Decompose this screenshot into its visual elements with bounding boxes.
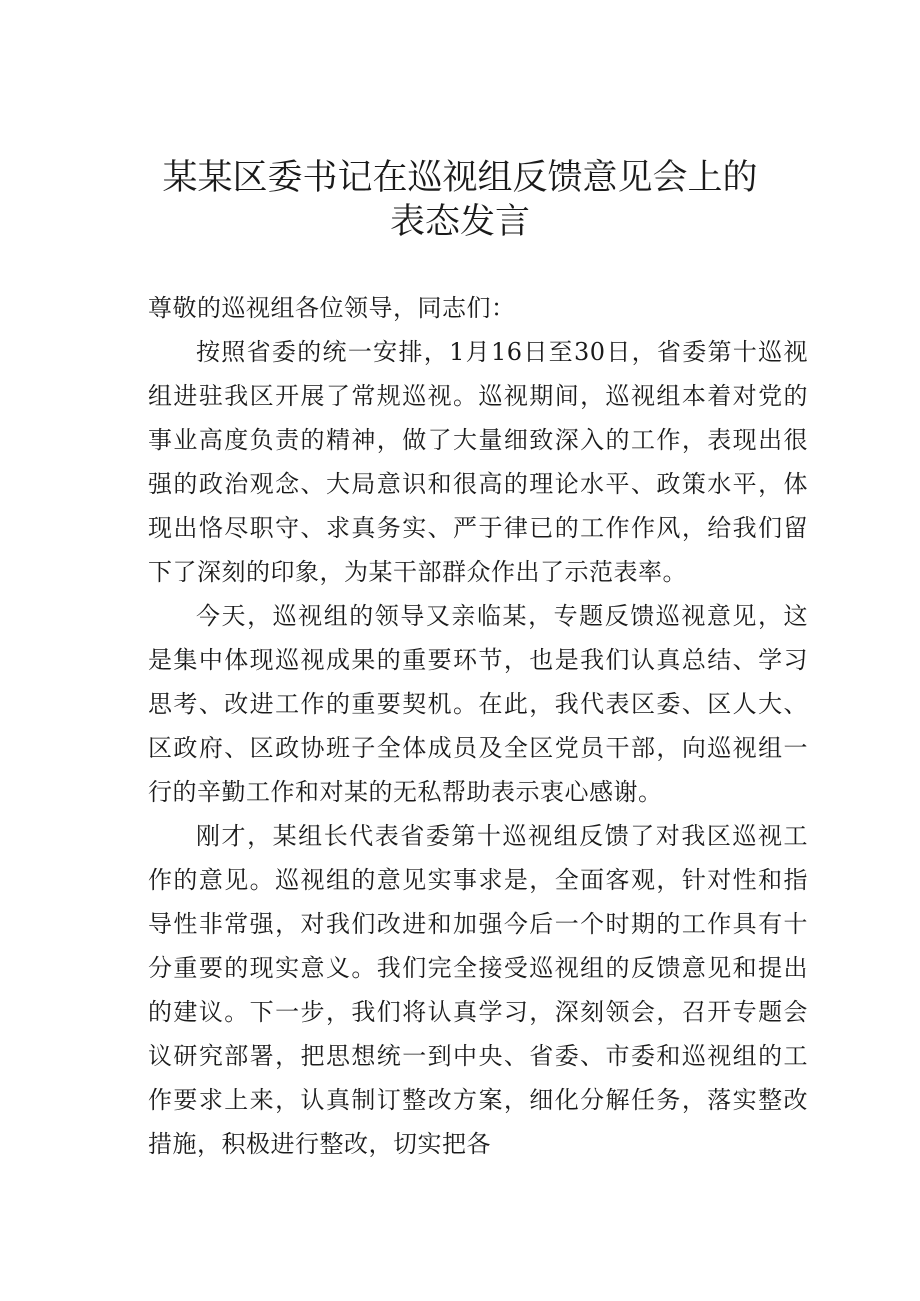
paragraph-3: 刚才，某组长代表省委第十巡视组反馈了对我区巡视工作的意见。巡视组的意见实事求是，全面客观，针对性和指导性非常强，对我们改进和加强今后一个时期的工作具有十分重要的现实意义。我们完全接受巡视组的反馈意见和提出的建议。下一步，我们将认真学习，深刻领会，召开专题会议研究部署，把思想统一到中央、省委、市委和巡视组的工作要求上来，认真制订整改方案，细化分解任务，落实整改措施，积极进行整改，切实把各: [148, 822, 808, 1158]
paragraph-1: 按照省委的统一安排，1月16日至30日，省委第十巡视组进驻我区开展了常规巡视。巡视期间，巡视组本着对党的事业高度负责的精神，做了大量细致深入的工作，表现出很强的政治观念、大局意识和很高的理论水平、政策水平，体现出恪尽职守、求真务实、严于律已的工作作风，给我们留下了深刻的印象，为某干部群众作出了示范表率。: [148, 338, 808, 586]
salutation: 尊敬的巡视组各位领导，同志们：: [148, 294, 516, 322]
paragraph-2: 今天，巡视组的领导又亲临某，专题反馈巡视意见，这是集中体现巡视成果的重要环节，也是我们认真总结、学习思考、改进工作的重要契机。在此，我代表区委、区人大、区政府、区政协班子全体成员及全区党员干部，向巡视组一行的辛勤工作和对某的无私帮助表示衷心感谢。: [148, 602, 808, 806]
document-title-line-2: 表态发言: [389, 202, 530, 242]
document-title-line-1: 某某区委书记在巡视组反馈意见会上的: [162, 158, 758, 198]
document-body: [148, 286, 808, 1166]
